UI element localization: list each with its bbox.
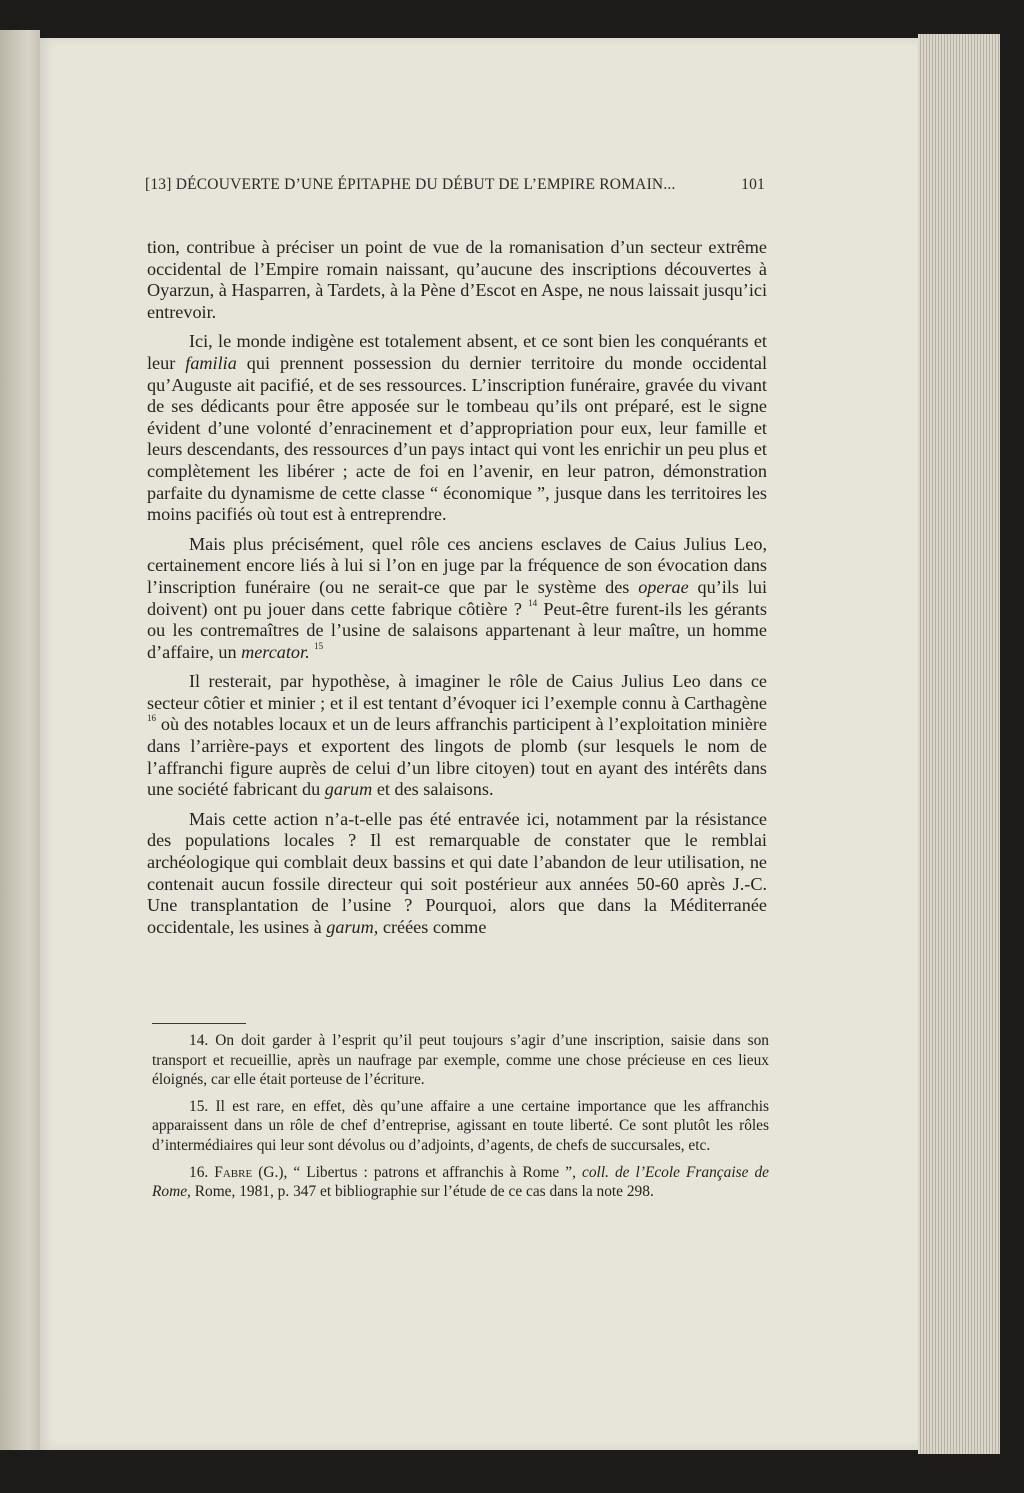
footnote-ref: 16 — [147, 713, 156, 724]
footnote-ref: 14 — [528, 597, 538, 608]
footnotes — [152, 1031, 769, 1209]
footnote-16: 16. Fabre (G.), “ Libertus : patrons et affranchis à Rome ”, coll. de l’Ecole Française de Rome, Rome, 1981, p. 347 et bibliographie sur l’étude de ce cas dans la note 298. — [152, 1163, 769, 1201]
paragraph: Mais plus précisément, quel rôle ces anciens esclaves de Caius Julius Leo, certainement encore liés à lui si l’on en juge par la fréquence de son évocation dans l’inscription funéraire (ou ne serait-ce que par le système des operae qu’ils lui doivent) ont pu jouer dans cette fabrique côtière ? $^{14}$ Peut-être furent-ils les gérants ou les contremaîtres de l’usine de salaisons appartenant à leur maître, un homme d’affaire, un mercator. $^{15}$ — [147, 533, 768, 662]
page-block-edge — [918, 34, 1000, 1454]
running-title: DÉCOUVERTE D’UNE ÉPITAPHE DU DÉBUT DE L’EMPIRE ROMAIN... — [175, 176, 676, 193]
footnote-rule — [152, 1023, 246, 1024]
chapter-number: [13] — [145, 176, 172, 193]
running-head — [145, 176, 765, 194]
footnote-14: 14. On doit garder à l’esprit qu’il peut toujours s’agir d’une inscription, saisie dans son transport et recueillie, après un naufrage par exemple, comme une chose précieuse en ces lieux éloignés, car elle était porteuse de l’écriture. — [152, 1032, 769, 1089]
paragraph: Mais cette action n’a-t-elle pas été entravée ici, notamment par la résistance des populations locales ? Il est remarquable de constater que le remblai archéologique qui comblait deux bassins et qui date l’abandon de leur utilisation, ne contenait aucun fossile directeur qui soit postérieur aux années 50-60 après J.-C. Une transplantation de l’usine ? Pourquoi, alors que dans la Méditerranée occidentale, les usines à garum, créées comme — [147, 808, 767, 937]
paragraph: tion, contribue à préciser un point de vue de la romanisation d’un secteur extrême occidental de l’Empire romain naissant, qu’aucune des inscriptions découvertes à Oyarzun, à Hasparren, à Tardets, à la Pène d’Escot en Aspe, ne nous laissait jusqu’ici entrevoir. — [147, 237, 767, 322]
author-name: Fabre — [214, 1163, 253, 1181]
facing-page-edge — [0, 30, 40, 1450]
paragraph: Ici, le monde indigène est totalement absent, et ce sont bien les conquérants et leur familia qui prennent possession du dernier territoire du monde occidental qu’Auguste ait pacifié, et de ses ressources. L’inscription funéraire, gravée du vivant de ses dédicants pour être apposée sur le tombeau qu’ils ont préparé, est le signe évident d’une volonté d’enracinement et d’appropriation pour eux, leur famille et leurs descendants, des ressources d’un pays intact qui vont les enrichir un peu plus et complètement les libérer ; acte de foi en l’avenir, en leur patron, démonstration parfaite du dynamisme de cette classe “ économique ”, jusque dans les territoires les moins pacifiés où tout est à entreprendre. — [147, 331, 768, 525]
paragraph: Il resterait, par hypothèse, à imaginer le rôle de Caius Julius Leo dans ce secteur côtier et minier ; et il est tentant d’évoquer ici l’exemple connu à Carthagène $^{16}$ où des notables locaux et un de leurs affranchis participent à l’exploitation minière dans l’arrière-pays et exportent des lingots de plomb (sur lesquels le nom de l’affranchi figure auprès de celui d’un libre citoyen) tout en ayant des intérêts dans une société fabricant du garum et des salaisons. — [147, 671, 768, 800]
page-number: 101 — [741, 176, 765, 193]
footnote-15: 15. Il est rare, en effet, dès qu’une affaire a une certaine importance que les affranchis apparaissent dans un rôle de chef d’entreprise, agissant en toute liberté. Ce sont plutôt les rôles d’intermédiaires qui leur sont dévolus ou d’adjoints, d’agents, de chefs de succursales, etc. — [152, 1097, 769, 1154]
footnote-ref: 15 — [314, 640, 324, 651]
body-text — [147, 237, 767, 946]
